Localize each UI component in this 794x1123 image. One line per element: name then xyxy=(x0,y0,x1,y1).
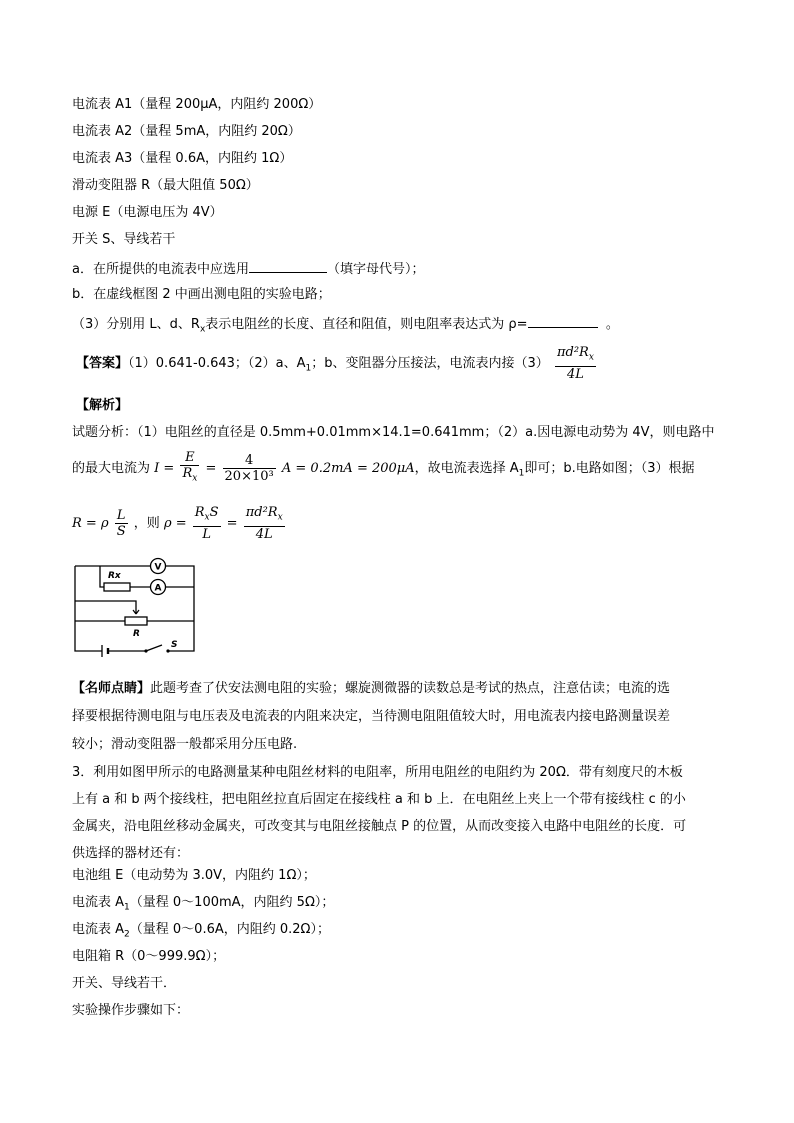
q3-equip-a2-post: （量程 0～0.6A，内阻约 0.2Ω）； xyxy=(129,922,330,937)
equipment-line-a2: 电流表 A2（量程 5mA，内阻约 20Ω） xyxy=(72,124,301,139)
answer-text: （1）0.641-0.643；（2）a、A xyxy=(128,355,306,371)
q3-equip-a1 xyxy=(72,893,334,918)
rx-label: Rx xyxy=(108,571,121,581)
analysis-line-1: 试题分析：（1）电阻丝的直径是 0.5mm+0.01mm×14.1=0.641mm；（2）a.因电源电动势为 4V，则电路中 xyxy=(72,425,715,440)
q3-line-2: 上有 a 和 b 两个接线柱，把电阻丝拉直后固定在接线柱 a 和 b 上．在电阻丝上夹上一个带有接线柱 c 的小 xyxy=(72,792,686,807)
q3-equip-a2-sub: 2 xyxy=(124,929,130,940)
analysis-line-2-sub: 1 xyxy=(518,468,525,479)
eq-tail: A = 0.2mA = 200μA xyxy=(281,461,415,476)
frac-4 xyxy=(223,453,276,484)
wire-slider xyxy=(75,601,136,614)
equipment-line-rheostat: 滑动变阻器 R（最大阻值 50Ω） xyxy=(72,178,259,193)
wire-left xyxy=(75,566,102,651)
question-a xyxy=(72,258,424,280)
q3-equip-a1-pre: 电流表 A xyxy=(72,895,125,910)
teacher-tag: 【名师点睛】 xyxy=(72,681,151,696)
analysis-line-2-post: ，故电流表选择 A xyxy=(414,461,519,476)
q3-equip-a1-post: （量程 0～100mA，内阻约 5Ω）； xyxy=(129,895,335,910)
ammeter-label: A xyxy=(154,583,162,594)
answer-tag: 【答案】 xyxy=(76,355,129,371)
frac-rs-num-2: S xyxy=(209,505,219,521)
answer-text-2: ；b、变阻器分压接法，电流表内接（3） xyxy=(311,355,549,371)
question-a-text: a．在所提供的电流表中应选用 xyxy=(72,262,249,277)
question-3-end: 。 xyxy=(605,317,619,332)
answer-line xyxy=(76,345,598,385)
answer-formula-den: 4L xyxy=(555,366,596,382)
teacher-line-1 xyxy=(72,677,670,701)
q3-equip-a2-pre: 电流表 A xyxy=(72,922,125,937)
switch-contact-right xyxy=(166,649,169,652)
q3-equip-battery: 电池组 E（电动势为 3.0V，内阻约 1Ω）； xyxy=(72,868,316,883)
frac-pi-num: πd²R xyxy=(245,505,278,521)
equipment-line-a3: 电流表 A3（量程 0.6A，内阻约 1Ω） xyxy=(72,151,293,166)
teacher-line-2: 择要根据待测电阻与电压表及电流表的内阻来决定，当待测电阻阻值较大时，用电流表内接电路测量误差 xyxy=(72,709,671,724)
q3-line-3: 金属夹，沿电阻丝移动金属夹，可改变其与电阻丝接触点 P 的位置，从而改变接入电路中电阻丝的长度．可 xyxy=(72,819,687,834)
eq-equals: = xyxy=(205,461,217,476)
question-a-hint: （填字母代号）； xyxy=(326,262,425,277)
answer-blank-a[interactable] xyxy=(249,258,327,273)
teacher-line-3: 较小；滑动变阻器一般都采用分压电路. xyxy=(72,737,298,752)
frac-rs-num: R xyxy=(194,505,205,521)
q3-equip-switch: 开关、导线若干． xyxy=(72,976,177,991)
equipment-line-a1: 电流表 A1（量程 200μA，内阻约 200Ω） xyxy=(72,97,322,112)
frac-4-num: 4 xyxy=(244,453,254,468)
rheostat-label: R xyxy=(133,629,140,639)
question-3 xyxy=(72,313,619,340)
frac-l-over-s xyxy=(115,508,128,539)
answer-formula-num-sub: x xyxy=(588,352,594,363)
frac-pi-num-sub: x xyxy=(277,512,283,523)
analysis-line-2-text: 的最大电流为 xyxy=(72,461,151,476)
q3-steps-heading: 实验操作步骤如下： xyxy=(72,1003,190,1018)
q3-equip-a2 xyxy=(72,920,330,945)
voltmeter-label: V xyxy=(154,562,162,573)
frac-e-num: E xyxy=(185,450,195,466)
answer-blank-rho[interactable] xyxy=(528,313,598,328)
eq-current: I = xyxy=(154,461,175,476)
rheostat xyxy=(125,617,147,625)
frac-e-den: R xyxy=(182,466,193,482)
equipment-line-source: 电源 E（电源电压为 4V） xyxy=(72,205,223,220)
frac-l-den: S xyxy=(116,524,126,539)
eq-equals-2: = xyxy=(226,516,238,531)
analysis-line-2 xyxy=(72,450,695,493)
analysis-tag: 【解析】 xyxy=(76,398,129,413)
answer-sub: 1 xyxy=(305,363,312,374)
frac-4-den: 20×10³ xyxy=(224,469,274,484)
analysis-line-3-mid: ，则 xyxy=(133,516,160,531)
equipment-line-switch: 开关 S、导线若干 xyxy=(72,232,176,247)
question-3-sub: x xyxy=(199,324,206,335)
frac-pi xyxy=(244,505,285,542)
switch-blade xyxy=(146,645,162,651)
q3-equip-a1-sub: 1 xyxy=(124,902,130,913)
analysis-line-3 xyxy=(72,505,287,543)
answer-formula-num: πd²R xyxy=(556,345,589,360)
frac-e-over-rx xyxy=(180,450,199,487)
q3-line-1: 3．利用如图甲所示的电路测量某种电阻丝材料的电阻率，所用电阻丝的电阻约为 20Ω．带有刻度尺的木板 xyxy=(72,765,683,780)
eq-rho: ρ = xyxy=(163,516,187,531)
q3-equip-resistor-box: 电阻箱 R（0～999.9Ω）； xyxy=(72,949,226,964)
question-3-text-2: 表示电阻丝的长度、直径和阻值，则电阻率表达式为 ρ= xyxy=(205,317,528,332)
frac-rs-den: L xyxy=(193,526,221,542)
q3-line-4: 供选择的器材还有： xyxy=(72,846,190,861)
analysis-line-2-end: 即可；b.电路如图；（3）根据 xyxy=(524,461,695,476)
switch-contact-left xyxy=(144,649,147,652)
frac-rs-over-l xyxy=(193,505,221,542)
frac-rs-num-sub: x xyxy=(204,512,210,523)
question-3-text: （3）分别用 L、d、R xyxy=(72,317,200,332)
question-b: b．在虚线框图 2 中画出测电阻的实验电路； xyxy=(72,287,331,302)
switch-label: S xyxy=(171,640,178,650)
answer-formula xyxy=(555,345,596,382)
circuit-diagram xyxy=(70,553,200,665)
frac-e-den-sub: x xyxy=(192,473,198,484)
eq-r: R = ρ xyxy=(72,516,109,531)
resistor-rx xyxy=(104,583,130,591)
frac-pi-den: 4L xyxy=(244,526,285,542)
frac-l-num: L xyxy=(116,508,126,523)
teacher-text-1: 此题考查了伏安法测电阻的实验；螺旋测微器的读数总是考试的热点，注意估读；电流的选 xyxy=(150,681,671,696)
